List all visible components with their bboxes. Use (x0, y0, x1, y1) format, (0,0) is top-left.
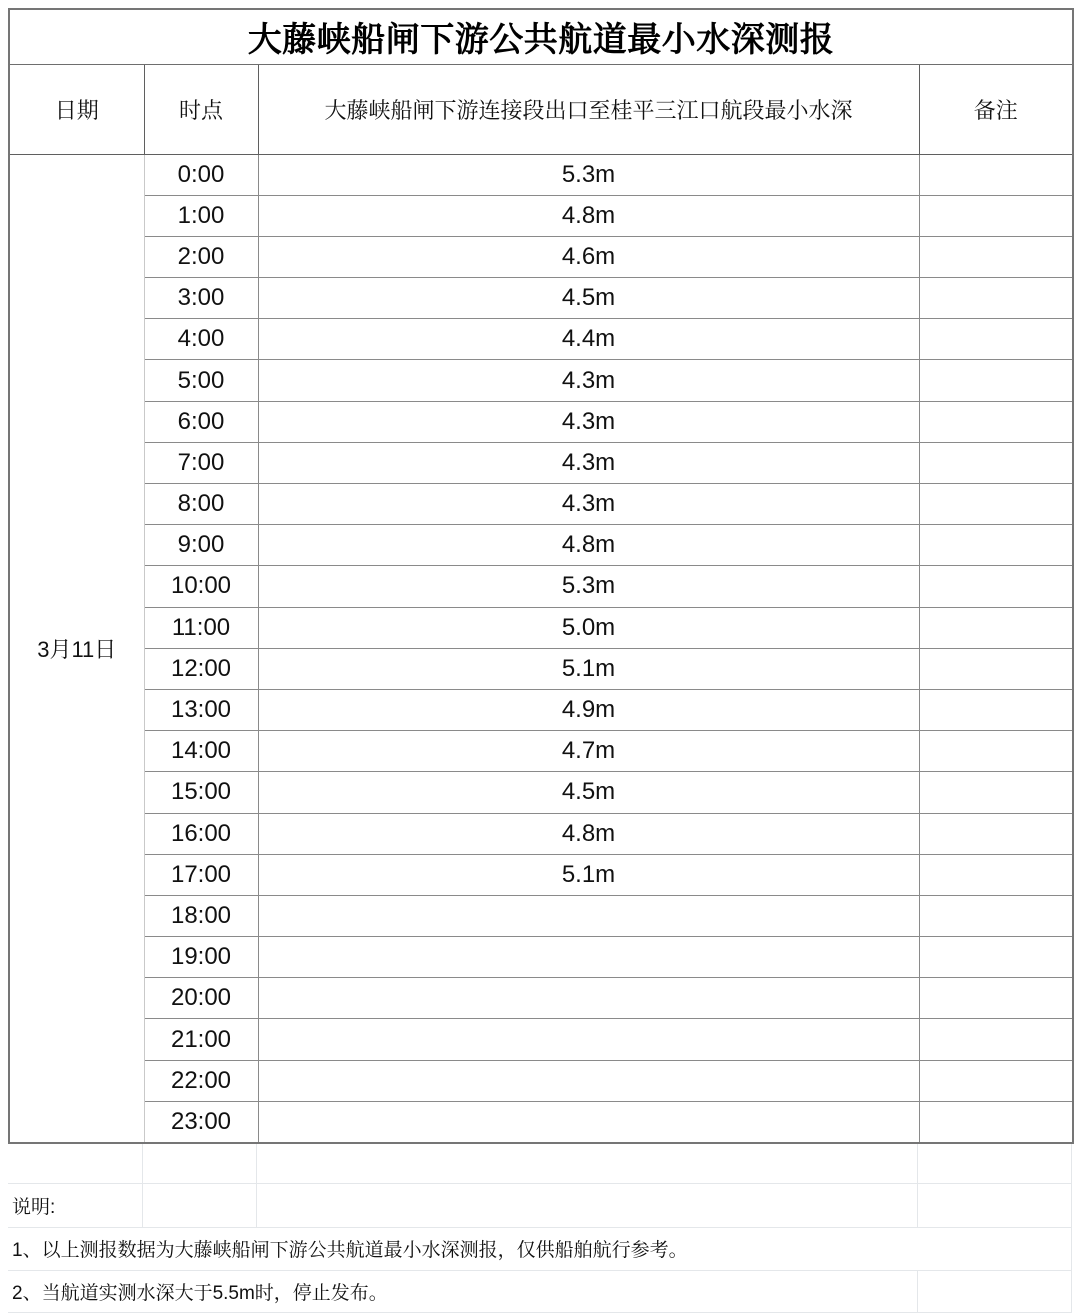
table-row (9, 648, 1073, 689)
depth-cell: 4.9m (258, 689, 919, 730)
table-row (9, 154, 1073, 195)
table-row (9, 854, 1073, 895)
remark-cell (919, 937, 1073, 978)
table-row (9, 978, 1073, 1019)
table-row (9, 401, 1073, 442)
depth-cell (258, 1019, 919, 1060)
depth-cell (258, 1060, 919, 1101)
depth-cell: 4.7m (258, 731, 919, 772)
remark-cell (919, 236, 1073, 277)
time-cell: 6:00 (144, 401, 258, 442)
time-cell: 17:00 (144, 854, 258, 895)
table-row (9, 731, 1073, 772)
note-2: 2、当航道实测水深大于5.5m时，停止发布。 (12, 1282, 388, 1304)
remark-cell (919, 648, 1073, 689)
remark-cell (919, 978, 1073, 1019)
table-row (9, 566, 1073, 607)
remark-cell (919, 1060, 1073, 1101)
time-cell: 21:00 (144, 1019, 258, 1060)
time-cell: 13:00 (144, 689, 258, 730)
depth-cell: 4.3m (258, 401, 919, 442)
column-header-time: 时点 (144, 64, 258, 154)
time-cell: 10:00 (144, 566, 258, 607)
remark-cell (919, 854, 1073, 895)
remark-cell (919, 731, 1073, 772)
remark-cell (919, 484, 1073, 525)
time-cell: 2:00 (144, 236, 258, 277)
report-sheet (8, 8, 1072, 1313)
time-cell: 4:00 (144, 319, 258, 360)
depth-cell: 4.3m (258, 442, 919, 483)
depth-cell (258, 937, 919, 978)
remark-cell (919, 442, 1073, 483)
depth-cell: 4.8m (258, 525, 919, 566)
table-row (9, 1101, 1073, 1142)
time-cell: 9:00 (144, 525, 258, 566)
remark-cell (919, 689, 1073, 730)
depth-cell (258, 978, 919, 1019)
remark-cell (919, 195, 1073, 236)
depth-cell: 4.5m (258, 772, 919, 813)
depth-cell (258, 1101, 919, 1142)
page-title: 大藤峡船闸下游公共航道最小水深测报 (9, 9, 1073, 64)
depth-cell: 5.1m (258, 648, 919, 689)
remark-cell (919, 278, 1073, 319)
remark-cell (919, 401, 1073, 442)
time-cell: 16:00 (144, 813, 258, 854)
table-row (9, 319, 1073, 360)
time-cell: 7:00 (144, 442, 258, 483)
table-row (9, 236, 1073, 277)
time-cell: 5:00 (144, 360, 258, 401)
table-row (9, 484, 1073, 525)
depth-cell: 4.3m (258, 484, 919, 525)
depth-cell: 4.4m (258, 319, 919, 360)
time-cell: 3:00 (144, 278, 258, 319)
column-header-remark: 备注 (919, 64, 1073, 154)
remark-cell (919, 895, 1073, 936)
time-cell: 15:00 (144, 772, 258, 813)
time-cell: 22:00 (144, 1060, 258, 1101)
time-cell: 8:00 (144, 484, 258, 525)
depth-cell: 5.3m (258, 566, 919, 607)
table-row (9, 525, 1073, 566)
remark-cell (919, 525, 1073, 566)
remark-cell (919, 607, 1073, 648)
time-cell: 23:00 (144, 1101, 258, 1142)
depth-cell (258, 895, 919, 936)
table-row (9, 195, 1073, 236)
table-row (9, 442, 1073, 483)
time-cell: 19:00 (144, 937, 258, 978)
header-row (9, 64, 1073, 154)
depth-cell: 4.8m (258, 813, 919, 854)
time-cell: 18:00 (144, 895, 258, 936)
table-row (9, 689, 1073, 730)
table-row (9, 772, 1073, 813)
time-cell: 11:00 (144, 607, 258, 648)
depth-cell: 5.0m (258, 607, 919, 648)
depth-cell: 4.6m (258, 236, 919, 277)
table-row (9, 813, 1073, 854)
ghost-row-label (8, 1184, 1072, 1228)
time-cell: 0:00 (144, 154, 258, 195)
note-1: 1、以上测报数据为大藤峡船闸下游公共航道最小水深测报，仅供船舶航行参考。 (12, 1240, 688, 1261)
depth-cell: 5.1m (258, 854, 919, 895)
time-cell: 1:00 (144, 195, 258, 236)
time-cell: 12:00 (144, 648, 258, 689)
remark-cell (919, 360, 1073, 401)
remark-cell (919, 772, 1073, 813)
table-row (9, 1019, 1073, 1060)
remark-cell (919, 1019, 1073, 1060)
remark-cell (919, 813, 1073, 854)
time-cell: 14:00 (144, 731, 258, 772)
table-row (9, 607, 1073, 648)
notes-label: 说明: (12, 1196, 56, 1218)
note-row-2 (8, 1271, 1072, 1313)
remark-cell (919, 1101, 1073, 1142)
water-depth-table (8, 8, 1074, 1144)
note-row-1 (8, 1228, 1072, 1271)
ghost-row-empty (8, 1144, 1072, 1184)
title-row (9, 9, 1073, 64)
remark-cell (919, 154, 1073, 195)
time-cell: 20:00 (144, 978, 258, 1019)
remark-cell (919, 319, 1073, 360)
date-cell: 3月11日 (9, 154, 144, 1143)
table-row (9, 1060, 1073, 1101)
remark-cell (919, 566, 1073, 607)
table-row (9, 937, 1073, 978)
depth-cell: 4.3m (258, 360, 919, 401)
column-header-depth: 大藤峡船闸下游连接段出口至桂平三江口航段最小水深 (258, 64, 919, 154)
column-header-date: 日期 (9, 64, 144, 154)
depth-cell: 5.3m (258, 154, 919, 195)
depth-cell: 4.8m (258, 195, 919, 236)
table-row (9, 278, 1073, 319)
table-row (9, 360, 1073, 401)
depth-cell: 4.5m (258, 278, 919, 319)
table-row (9, 895, 1073, 936)
